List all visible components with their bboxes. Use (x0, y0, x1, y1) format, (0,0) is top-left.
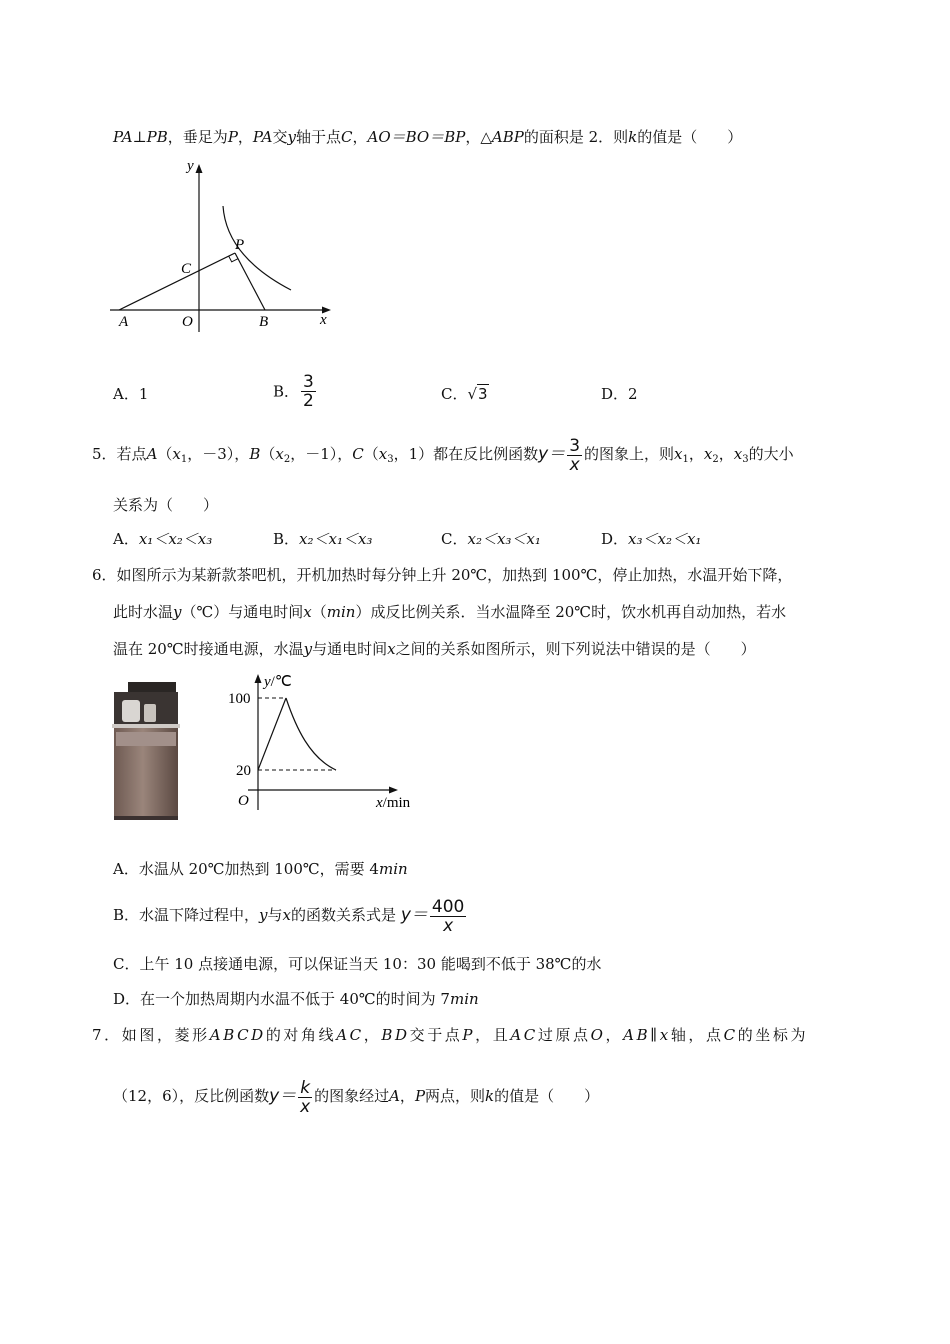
q6-option-b-t1: 水温下降过程中， (139, 906, 260, 924)
q6-ylabel-unit: /℃ (270, 674, 292, 690)
q6-option-b-t2: 与 (267, 906, 283, 924)
q7-func-y: y＝ (269, 1086, 297, 1106)
q5-sub1: 1 (180, 454, 188, 465)
q4-label-a: A (119, 314, 129, 330)
q6-number: 6． (92, 566, 117, 584)
q4-option-b-fraction (301, 373, 316, 410)
q6-option-a-label: A． (113, 860, 139, 878)
q7-t6: 过原点 (537, 1026, 591, 1044)
q7-t9: 的坐标为 (737, 1026, 809, 1044)
q5-x2b: x (703, 445, 713, 463)
q5-t3: ，－3）， (187, 445, 250, 463)
q6-option-a[interactable] (113, 859, 408, 879)
q6-y-arrow (255, 674, 262, 683)
q6-l3b: 与通电时间 (312, 640, 388, 658)
q6-option-b-func: y＝ (400, 905, 428, 925)
q4-pa2: PA (252, 128, 273, 146)
q5-func-num: 3 (569, 435, 581, 456)
q4-y-arrow (196, 164, 203, 173)
q6-option-c-label: C． (113, 955, 140, 973)
q6-temperature-graph (222, 666, 432, 818)
q5-x3: x (378, 445, 388, 463)
q7-k: k (485, 1087, 495, 1105)
tea-machine-kettle (122, 700, 140, 722)
q6-option-d-text: 在一个加热周期内水温不低于 40℃的时间为 7 (140, 990, 450, 1008)
q5-t6: （ (363, 445, 379, 463)
q6-ylabel-y: y (264, 674, 271, 690)
q7-p2: P (414, 1087, 426, 1105)
q5-t10: ， (718, 445, 734, 463)
q6-l3y: y (303, 640, 313, 658)
q4-t9: 的值是（ ） (637, 128, 743, 146)
q5-t4: （ (260, 445, 276, 463)
q7-func-fraction (298, 1079, 312, 1116)
q4-eq: AO＝BO＝BP (367, 128, 466, 146)
q7-l2a: （12，6），反比例函数 (113, 1087, 270, 1105)
q5-sub1b: 1 (682, 454, 689, 465)
q6-stem-line1 (92, 565, 792, 585)
q5-t8: 的图象上，则 (584, 445, 675, 463)
q7-t1: 如图，菱形 (121, 1026, 210, 1044)
q5-sub2: 2 (283, 454, 291, 465)
q7-a: A (389, 1087, 400, 1105)
q7-t3: ， (363, 1026, 382, 1044)
q5-option-c[interactable] (441, 529, 541, 549)
q6-stem-line2 (113, 602, 786, 622)
q4-t5: 轴于点 (295, 128, 341, 146)
q7-t4: 交于点 (409, 1026, 463, 1044)
q4-option-d-label: D． (601, 385, 629, 403)
q7-l2b: 的图象经过 (314, 1087, 390, 1105)
q6-option-b-label: B． (113, 906, 140, 924)
q4-p: P (227, 128, 238, 146)
q4-line-ap (119, 253, 235, 310)
q5-stem-line2: 关系为（ ） (113, 496, 219, 514)
q4-t8: 的面积是 2．则 (523, 128, 629, 146)
q4-figure (105, 150, 345, 340)
q6-option-b-num: 400 (431, 896, 465, 917)
q4-option-c-radicand: 3 (478, 385, 488, 403)
tea-machine-base (114, 816, 178, 820)
q5-t7: ，1）都在反比例函数 (393, 445, 539, 463)
q6-option-b-t3: 的函数关系式是 (291, 906, 397, 924)
q4-t6: ， (352, 128, 368, 146)
q7-abcd: ABCD (209, 1026, 266, 1044)
q6-option-c[interactable] (113, 954, 601, 974)
q7-l2e: 的值是（ ） (494, 1087, 600, 1105)
q4-option-a[interactable] (113, 384, 148, 404)
q7-t5: ，且 (475, 1026, 511, 1044)
q6-tick-100: 100 (228, 691, 251, 707)
q4-option-c-label: C． (441, 385, 468, 403)
q6-x-arrow (389, 787, 398, 794)
q6-l2x: x (303, 603, 312, 621)
q4-label-p: P (235, 237, 245, 253)
q5-func-den: x (569, 454, 580, 475)
q6-heating-line (258, 698, 286, 770)
tea-machine-top (128, 682, 176, 692)
q7-l2c: ， (399, 1087, 415, 1105)
q7-ac: AC (336, 1026, 364, 1044)
q4-k: k (628, 128, 638, 146)
q4-option-b[interactable] (273, 373, 318, 410)
tea-machine-drawer (116, 732, 176, 746)
q4-option-b-label: B． (273, 382, 300, 401)
q5-option-b[interactable] (273, 529, 372, 549)
q7-o: O (590, 1026, 606, 1044)
q4-option-c[interactable] (441, 384, 489, 404)
q6-option-a-text: 水温从 20℃加热到 100℃，需要 4 (138, 860, 379, 878)
q6-l2d: ）成反比例关系．当水温降至 20℃时，饮水机再自动加热，若水 (355, 603, 787, 621)
q4-t3: ， (237, 128, 253, 146)
q6-l2y: y (173, 603, 182, 621)
q7-p: P (462, 1026, 476, 1044)
q6-l3x: x (387, 640, 396, 658)
q5-sub3b: 3 (742, 454, 749, 465)
q4-t2: ，垂足为 (167, 128, 228, 146)
q7-x: x (659, 1026, 671, 1044)
q7-ab: AB (623, 1026, 651, 1044)
q4-option-b-num: 3 (303, 372, 314, 392)
q5-x1: x (172, 445, 181, 463)
q4-label-o: O (182, 314, 193, 330)
q5-t9: ， (688, 445, 704, 463)
q5-x3b: x (733, 445, 743, 463)
q5-t1: 若点 (116, 445, 147, 463)
q6-l2a: 此时水温 (113, 603, 174, 621)
q6-option-b-den: x (443, 915, 454, 936)
q5-stem (92, 434, 794, 474)
q7-l2d: 两点，则 (425, 1087, 486, 1105)
q7-stem-line2 (113, 1074, 599, 1118)
q7-c: C (723, 1026, 738, 1044)
q6-option-d-unit: min (449, 990, 479, 1008)
q4-option-b-den: 2 (303, 391, 314, 411)
q7-stem-line1 (92, 1025, 808, 1045)
q4-label-x: x (320, 312, 327, 328)
q5-option-d[interactable] (601, 529, 701, 549)
q5-option-c-label: C． (441, 530, 468, 548)
q5-option-b-text: x₂＜x₁＜x₃ (299, 530, 373, 548)
q4-option-a-value: 1 (138, 385, 149, 403)
tea-machine-shelf (112, 724, 180, 728)
q6-option-c-text: 上午 10 点接通电源，可以保证当天 10：30 能喝到不低于 38℃的水 (139, 955, 602, 973)
q4-label-b: B (259, 314, 269, 330)
q6-l3c: 之间的关系如图所示，则下列说法中错误的是（ ） (395, 640, 756, 658)
q4-perp: ⊥ (132, 128, 147, 146)
q6-cooling-curve (286, 698, 336, 770)
q5-option-c-text: x₂＜x₃＜x₁ (467, 530, 541, 548)
q4-label-c: C (181, 261, 192, 277)
q4-option-d[interactable] (601, 384, 638, 404)
q5-option-d-text: x₃＜x₂＜x₁ (628, 530, 702, 548)
q5-func-fraction (567, 437, 582, 474)
q6-xlabel-unit: /min (382, 795, 411, 811)
tea-machine-cup (144, 704, 156, 722)
q5-func-y: y＝ (538, 444, 566, 464)
q6-option-b-fraction (430, 898, 466, 935)
q4-y: y (287, 128, 296, 146)
q7-ac2: AC (510, 1026, 538, 1044)
q4-stem (113, 127, 742, 147)
q5-option-a[interactable] (113, 529, 212, 549)
q5-option-b-label: B． (273, 530, 300, 548)
q5-t5: ，－1）， (290, 445, 353, 463)
q6-l2c: （ (311, 603, 327, 621)
q7-t8: 轴，点 (670, 1026, 724, 1044)
q5-option-d-label: D． (601, 530, 629, 548)
q5-sub3: 3 (387, 454, 394, 465)
q4-pa: PA (113, 128, 133, 146)
q5-x1b: x (674, 445, 683, 463)
q6-option-d[interactable] (113, 989, 479, 1009)
q5-number: 5． (92, 445, 117, 463)
q5-a: A (146, 445, 158, 463)
q5-x2: x (275, 445, 284, 463)
q6-option-d-label: D． (113, 990, 141, 1008)
q5-sub2b: 2 (712, 454, 719, 465)
q7-func-num: k (300, 1077, 311, 1098)
q6-l3a: 温在 20℃时接通电源，水温 (113, 640, 304, 658)
q4-hyperbola (223, 206, 291, 290)
q6-ylabel (262, 674, 292, 690)
q4-t4: 交 (272, 128, 288, 146)
q6-line1-text: 如图所示为某新款茶吧机，开机加热时每分钟上升 20℃，加热到 100℃，停止加热，水温开始下降， (116, 566, 793, 584)
q4-label-y: y (187, 158, 194, 174)
q7-t7: ， (605, 1026, 624, 1044)
q6-tea-machine-image (108, 680, 184, 822)
q5-option-a-text: x₁＜x₂＜x₃ (138, 530, 213, 548)
q4-abp: ABP (491, 128, 524, 146)
q4-pb: PB (146, 128, 168, 146)
q6-option-b-y: y (259, 906, 268, 924)
q7-parallel: ∥ (650, 1026, 660, 1044)
q6-xlabel (375, 795, 411, 811)
q4-t7: ，△ (465, 128, 492, 146)
q6-xlabel-x: x (376, 795, 383, 811)
q7-t2: 的对角线 (265, 1026, 337, 1044)
q7-number: 7． (92, 1026, 122, 1044)
q4-option-a-label: A． (113, 385, 139, 403)
q6-option-b-x: x (282, 906, 292, 924)
q6-option-b[interactable] (113, 893, 468, 937)
q6-origin: O (238, 793, 249, 809)
q4-option-d-value: 2 (628, 385, 638, 403)
q7-func-den: x (300, 1096, 311, 1117)
q6-tick-20: 20 (236, 763, 251, 779)
q4-c: C (341, 128, 353, 146)
q5-b: B (249, 445, 261, 463)
q5-t2: （ (157, 445, 173, 463)
q6-l2b: （℃）与通电时间 (181, 603, 304, 621)
q6-stem-line3 (113, 639, 756, 659)
q6-option-a-unit: min (378, 860, 408, 878)
q5-t11: 的大小 (748, 445, 794, 463)
q5-c: C (352, 445, 364, 463)
q7-bd: BD (381, 1026, 410, 1044)
q6-l2min: min (326, 603, 356, 621)
q4-option-c-sqrt: √3 (467, 385, 488, 403)
q5-option-a-label: A． (113, 530, 139, 548)
